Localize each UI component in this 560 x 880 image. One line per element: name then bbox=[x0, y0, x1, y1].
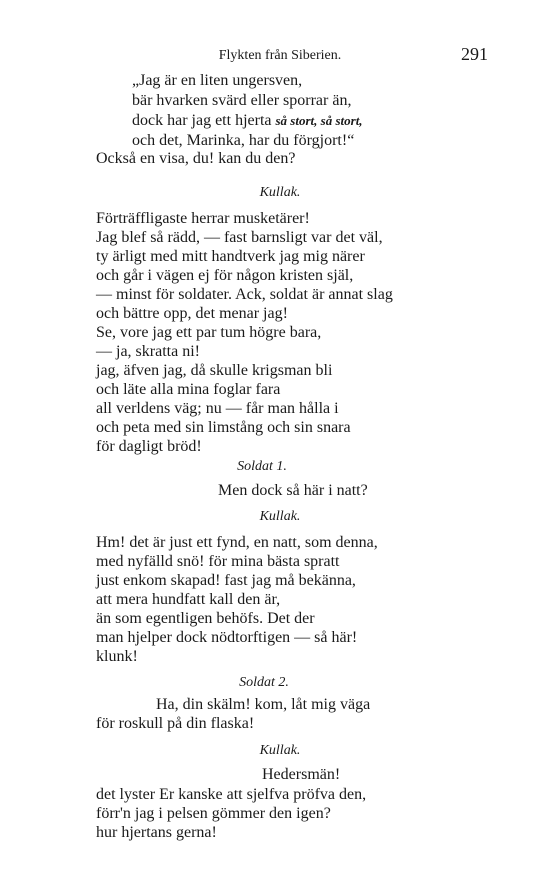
verse-line: än som egentligen behöfs. Det der bbox=[96, 610, 315, 627]
verse-line: hur hjertans gerna! bbox=[96, 824, 217, 841]
verse-line: klunk! bbox=[96, 648, 138, 665]
verse-line: Se, vore jag ett par tum högre bara, bbox=[96, 324, 322, 341]
verse-line: Men dock så här i natt? bbox=[218, 482, 368, 499]
verse-line: för dagligt bröd! bbox=[96, 438, 202, 455]
verse-line: — ja, skratta ni! bbox=[96, 343, 200, 360]
verse-text: dock har jag ett hjerta bbox=[132, 112, 272, 129]
verse-line: och bättre opp, det menar jag! bbox=[96, 305, 288, 322]
verse-line bbox=[132, 112, 363, 130]
verse-line: och det, Marinka, har du förgjort!“ bbox=[132, 132, 355, 149]
verse-line: ty ärligt med mitt handtverk jag mig närer bbox=[96, 248, 365, 265]
page-header bbox=[0, 44, 560, 68]
verse-line: Hm! det är just ett fynd, en natt, som denna, bbox=[96, 534, 378, 551]
verse-line: bär hvarken svärd eller sporrar än, bbox=[132, 92, 352, 109]
verse-line: och läte alla mina foglar fara bbox=[96, 381, 281, 398]
verse-line: Också en visa, du! kan du den? bbox=[96, 150, 296, 167]
verse-line: med nyfälld snö! för mina bästa spratt bbox=[96, 553, 340, 570]
verse-line: jag, äfven jag, då skulle krigsman bli bbox=[96, 362, 333, 379]
speaker-name: Kullak. bbox=[259, 743, 301, 758]
verse-line: och går i vägen ej för någon kristen själ, bbox=[96, 267, 354, 284]
verse-line: all verldens väg; nu — får man hålla i bbox=[96, 400, 339, 417]
verse-line: att mera hundfatt kall den är, bbox=[96, 591, 281, 608]
verse-line: „Jag är en liten ungersven, bbox=[132, 72, 303, 89]
verse-line: och peta med sin limstång och sin snara bbox=[96, 419, 351, 436]
verse-line: just enkom skapad! fast jag må bekänna, bbox=[96, 572, 356, 589]
verse-line: Jag blef så rädd, — fast barnsligt var det väl, bbox=[96, 229, 383, 246]
verse-line: Hedersmän! bbox=[262, 766, 341, 783]
verse-line: man hjelper dock nödtorftigen — så här! bbox=[96, 629, 358, 646]
verse-line: förr'n jag i pelsen gömmer den igen? bbox=[96, 805, 331, 822]
verse-line: för roskull på din flaska! bbox=[96, 715, 255, 732]
verse-line: — minst för soldater. Ack, soldat är annat slag bbox=[96, 286, 393, 303]
page-number: 291 bbox=[461, 44, 488, 64]
running-title: Flykten från Siberien. bbox=[218, 48, 342, 63]
speaker-name: Kullak. bbox=[259, 509, 301, 524]
speaker-name: Soldat 1. bbox=[237, 459, 287, 474]
verse-line: det lyster Er kanske att sjelfva pröfva den, bbox=[96, 786, 367, 803]
verse-line: Förträffligaste herrar musketärer! bbox=[96, 210, 310, 227]
verse-line: Ha, din skälm! kom, låt mig väga bbox=[156, 696, 371, 713]
emphasized-text: så stort, så stort, bbox=[275, 113, 363, 128]
speaker-name: Kullak. bbox=[259, 185, 301, 200]
speaker-name: Soldat 2. bbox=[239, 675, 289, 690]
